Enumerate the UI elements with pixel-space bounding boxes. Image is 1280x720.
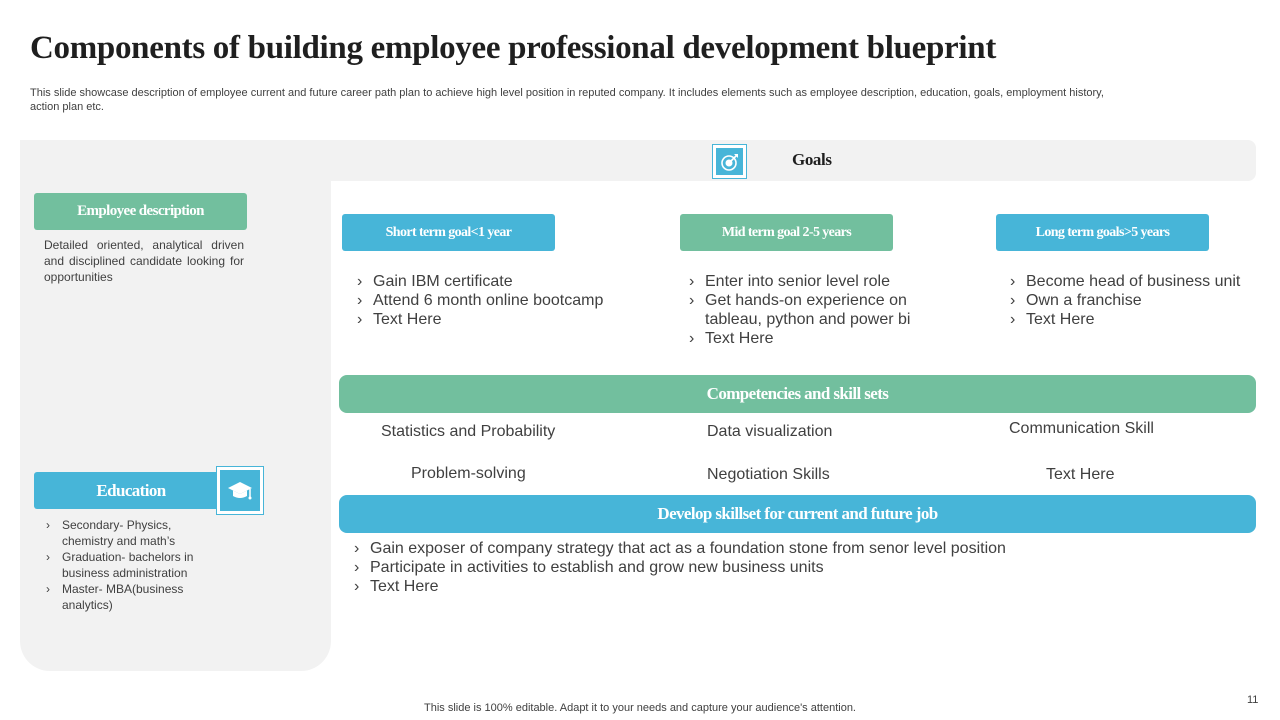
- list-item: › Text Here: [1008, 310, 1253, 329]
- education-icon-frame: [216, 466, 264, 515]
- list-item: › Attend 6 month online bootcamp: [355, 291, 645, 310]
- employee-description-header: Employee description: [34, 193, 247, 230]
- list-item: › Gain IBM certificate: [355, 272, 645, 291]
- skill-item: Statistics and Probability: [381, 423, 556, 440]
- list-item: › Get hands-on experience on tableau, python and power bi: [687, 291, 947, 329]
- list-item: › Gain exposer of company strategy that act as a foundation stone from senor level position: [352, 539, 1252, 558]
- list-item: › Text Here: [687, 329, 947, 348]
- list-item: › Enter into senior level role: [687, 272, 947, 291]
- long-term-goal-list: [1008, 272, 1253, 329]
- mid-term-goal-header: Mid term goal 2-5 years: [680, 214, 893, 251]
- list-item: › Become head of business unit: [1008, 272, 1253, 291]
- goals-icon-frame: [712, 144, 747, 179]
- education-list: [44, 517, 224, 613]
- slide-title: Components of building employee professional development blueprint: [30, 30, 997, 66]
- education-header: Education: [34, 472, 244, 509]
- page-number: 11: [1247, 694, 1259, 706]
- list-item: › Own a franchise: [1008, 291, 1253, 310]
- skill-item: Communication Skill: [1009, 420, 1154, 437]
- footer-note: This slide is 100% editable. Adapt it to your needs and capture your audience's attention.: [424, 702, 856, 714]
- skill-item: Problem-solving: [411, 465, 526, 482]
- target-icon: [716, 148, 743, 175]
- mid-term-goal-list: [687, 272, 947, 348]
- list-item: › Text Here: [352, 577, 1252, 596]
- list-item: › Graduation- bachelors in business administration: [44, 549, 224, 581]
- employee-description-text: Detailed oriented, analytical driven and disciplined candidate looking for opportunities: [44, 238, 244, 284]
- list-item: › Text Here: [355, 310, 645, 329]
- skill-item: Negotiation Skills: [707, 466, 830, 483]
- long-term-goal-header: Long term goals>5 years: [996, 214, 1209, 251]
- list-item: › Participate in activities to establish and grow new business units: [352, 558, 1252, 577]
- competencies-header: Competencies and skill sets: [339, 375, 1256, 413]
- slide-subtitle: This slide showcase description of employee current and future career path plan to achieve high level position in reputed company. It includes elements such as employee description, education, goals, employment history, action plan etc.: [30, 87, 1104, 113]
- develop-skillset-list: [352, 539, 1252, 596]
- skill-item: Data visualization: [707, 423, 833, 440]
- list-item: › Master- MBA(business analytics): [44, 581, 224, 613]
- graduation-cap-icon: [220, 470, 260, 511]
- list-item: › Secondary- Physics, chemistry and math’s: [44, 517, 224, 549]
- short-term-goal-list: [355, 272, 645, 329]
- develop-skillset-header: Develop skillset for current and future job: [339, 495, 1256, 533]
- short-term-goal-header: Short term goal<1 year: [342, 214, 555, 251]
- goals-title: Goals: [792, 150, 832, 169]
- skill-item: Text Here: [1046, 466, 1115, 483]
